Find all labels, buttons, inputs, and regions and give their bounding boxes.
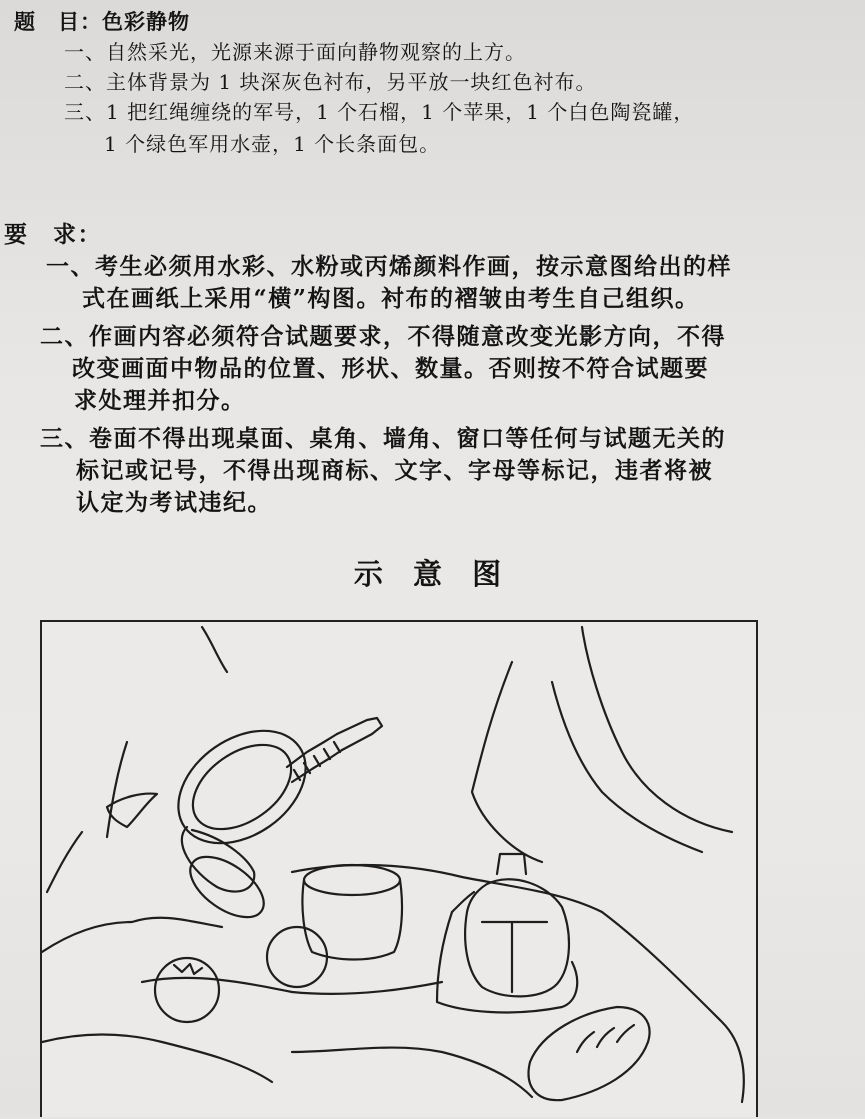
bugle-coil-inner: [177, 728, 306, 847]
drapery-fold-line: [42, 1035, 272, 1083]
diagram-caption: 示 意 图: [353, 557, 512, 591]
drapery-fold-line: [47, 832, 82, 892]
topic-heading: [14, 6, 190, 36]
bread-loaf: [529, 1007, 650, 1100]
topic-label: 题 目：: [14, 9, 102, 34]
drapery-fold-line: [202, 627, 227, 672]
requirement-2-cont-1: 改变画面中物品的位置、形状、数量。否则按不符合试题要: [72, 355, 709, 382]
apple: [267, 927, 327, 987]
still-life-sketch: [42, 622, 760, 1119]
canteen-body: [465, 879, 569, 996]
bugle-bell-mouth: [180, 845, 274, 929]
requirement-2-cont-2: 求处理并扣分。: [74, 387, 246, 414]
requirement-3: 三、卷面不得出现桌面、桌角、墙角、窗口等任何与试题无关的: [40, 425, 726, 452]
canteen-cap: [497, 854, 526, 874]
canteen-strap: [437, 912, 577, 1012]
ceramic-pot-rim: [304, 865, 400, 895]
drapery-fold-line: [292, 1048, 532, 1097]
ceramic-pot-body: [302, 880, 402, 960]
topic-name: 色彩静物: [102, 9, 190, 34]
canteen-strap-cross: [482, 922, 547, 992]
topic-item-1: 一、自然采光，光源来源于面向静物观察的上方。: [64, 40, 526, 64]
requirements-label: 要 求：: [4, 221, 102, 248]
diagram-frame: [40, 620, 758, 1117]
drapery-fold-line: [582, 627, 732, 832]
requirement-1: 一、考生必须用水彩、水粉或丙烯颜料作画，按示意图给出的样: [46, 253, 732, 280]
requirement-3-cont-2: 认定为考试违纪。: [76, 489, 272, 516]
requirement-1-cont: 式在画纸上采用“横”构图。衬布的褶皱由考生自己组织。: [82, 285, 700, 312]
topic-item-3: 三、1 把红绳缠绕的军号，1 个石榴，1 个苹果，1 个白色陶瓷罐，: [64, 100, 695, 124]
drapery-fold-line: [292, 865, 602, 912]
topic-item-3-cont: 1 个绿色军用水壶，1 个长条面包。: [104, 132, 441, 156]
bugle-tassel: [107, 794, 157, 827]
drapery-fold-line: [552, 682, 702, 852]
pomegranate-crown: [174, 964, 202, 974]
bugle-mouthpiece: [337, 718, 382, 750]
drapery-fold-line: [472, 662, 542, 862]
requirement-3-cont-1: 标记或记号，不得出现商标、文字、字母等标记，违者将被: [76, 457, 713, 484]
requirement-2: 二、作画内容必须符合试题要求，不得随意改变光影方向，不得: [40, 323, 726, 350]
drapery-fold-line: [107, 742, 127, 837]
drapery-fold-line: [42, 918, 222, 952]
bread-score: [577, 1025, 634, 1052]
topic-item-2: 二、主体背景为 1 块深灰色衬布，另平放一块红色衬布。: [64, 70, 597, 94]
